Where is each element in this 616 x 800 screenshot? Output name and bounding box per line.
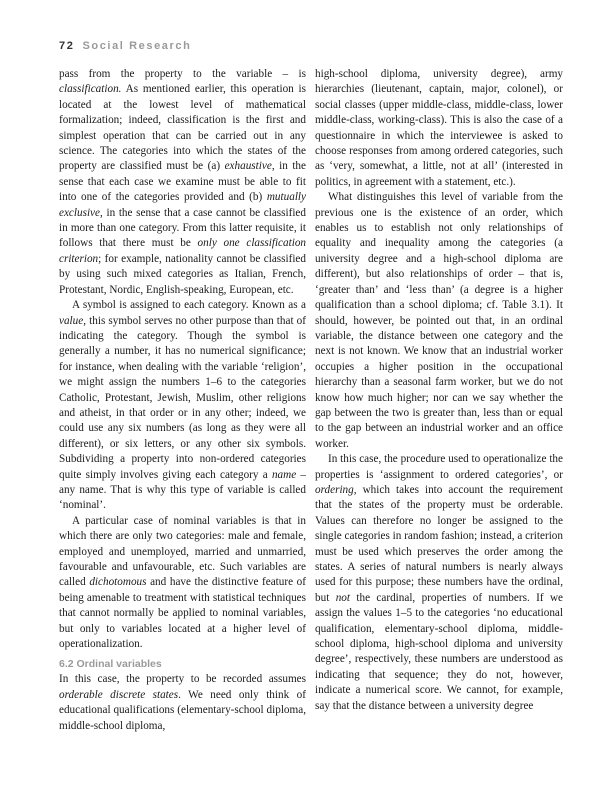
text-run: , this symbol serves no other purpose than that of indicating the category. Though the symbol is generally a number, it has no numerical significance; for instance, when dealing with the variable ‘religion’, we might assign the numbers 1–6 to the categories Catholic, Protestant, Jewish, Muslim, other religions and atheist, in that order or in any other; indeed, we could use any six numbers (as long as they were all different), or six letters, or any other six symbols. Subdividing a property into non-ordered categories quite simply involves giving each category a bbox=[59, 314, 306, 481]
emphasis: not bbox=[335, 591, 350, 604]
emphasis: classification. bbox=[59, 83, 122, 96]
text-run: – any name. That is why this type of variable is called ‘nominal’. bbox=[59, 468, 306, 512]
running-title: Social Research bbox=[82, 40, 192, 52]
paragraph bbox=[59, 298, 306, 514]
emphasis: ordering bbox=[315, 483, 354, 496]
text-run: , in the sense that each case we examine must be able to fit into one of the categories provided and (b) bbox=[59, 160, 306, 204]
page-number: 72 bbox=[59, 40, 75, 52]
text-run: What distinguishes this level of variable from the previous one is the existence of an order, which enables us to establish not only relationships of equality and inequality among the categories (a university degree and a high-school diploma are different), but also relationships of order – that is, ‘greater than’ and ‘less than’ (a degree is a higher qualification than a school diploma; cf. Table 3.1). It should, however, be pointed out that, in an ordinal variable, the distance between one category and the next is not known. We know that an industrial worker occupies a higher position in the occupational hierarchy than a seasonal farm worker, but we do not know how much higher; nor can we say whether the gap between the two is greater than, less than or equal to the gap between an industrial worker and an office worker. bbox=[315, 191, 563, 450]
paragraph bbox=[59, 67, 306, 298]
paragraph bbox=[315, 190, 563, 452]
text-run: A particular case of nominal variables is that in which there are only two categories: male and female, employed and unemployed, married and unmarried, favourable and unfavourable, etc. Such variables are called bbox=[59, 514, 306, 589]
paragraph bbox=[59, 514, 306, 653]
paragraph bbox=[315, 67, 563, 190]
text-run: As mentioned earlier, this operation is located at the lowest level of mathematical formalization; indeed, classification is the first and simplest operation that can be carried out in any science. The categories into which the states of the property are classified must be (a) bbox=[59, 83, 306, 173]
text-run: high-school diploma, university degree), army hierarchies (lieutenant, captain, major, colonel), or social classes (upper middle-class, middle-class, lower middle-class, working-class). This is also the case of a questionnaire in which the interviewee is asked to choose responses from among ordered categories, such as ‘very, somewhat, a little, not at all’ (interested in politics, in agreement with a statement, etc.). bbox=[315, 68, 563, 188]
right-column bbox=[315, 67, 563, 714]
text-run: , in the sense that a case cannot be classified in more than one category. From this latter requisite, it follows that there must be bbox=[59, 206, 306, 250]
emphasis: mutually exclusive bbox=[59, 191, 306, 219]
emphasis: orderable discrete states bbox=[59, 688, 179, 701]
text-run: In this case, the procedure used to operationalize the properties is ‘assignment to ordered categories’, or bbox=[315, 453, 563, 481]
text-run: In this case, the property to be recorded assumes bbox=[59, 673, 306, 686]
text-run: ; for example, nationality cannot be classified by using such mixed categories as Italian, French, Protestant, Nordic, English-speaking, European, etc. bbox=[59, 252, 306, 296]
text-run: . We need only think of educational qualifications (elementary-school diploma, middle-school diploma, bbox=[59, 688, 306, 732]
text-run: pass from the property to the variable – is bbox=[59, 68, 306, 80]
section-heading: 6.2 Ordinal variables bbox=[59, 658, 162, 671]
left-column bbox=[59, 67, 306, 734]
emphasis: value bbox=[59, 314, 84, 327]
running-header bbox=[59, 40, 191, 54]
emphasis: only one classification criterion bbox=[59, 237, 307, 265]
text-run: A symbol is assigned to each category. Known as a bbox=[72, 299, 306, 312]
emphasis: exhaustive bbox=[224, 160, 272, 173]
paragraph bbox=[59, 672, 306, 734]
emphasis: dichotomous bbox=[89, 576, 147, 589]
paragraph bbox=[315, 452, 563, 714]
text-run: the cardinal, properties of numbers. If we assign the values 1–5 to the categories ‘no educational qualification, elementary-school diploma, middle-school diploma, high-school diploma and university degree’, respectively, these numbers are understood as indicating that sequence; they do not, however, indicate a numerical score. We cannot, for example, say that the distance between a university degree bbox=[315, 591, 564, 712]
emphasis: name bbox=[271, 468, 297, 481]
text-run: , which takes into account the requirement that the states of the property must be orderable. Values can therefore no longer be assigned to the single categories in random fashion; instead, a criterion must be used which preserves the order among the states. A series of natural numbers is nearly always used for this purpose; these numbers have the ordinal, but bbox=[315, 483, 563, 604]
text-run: and have the distinctive feature of being amenable to treatment with statistical techniques that cannot normally be applied to nominal variables, but only to variables located at a higher level of operationalization. bbox=[59, 576, 306, 651]
